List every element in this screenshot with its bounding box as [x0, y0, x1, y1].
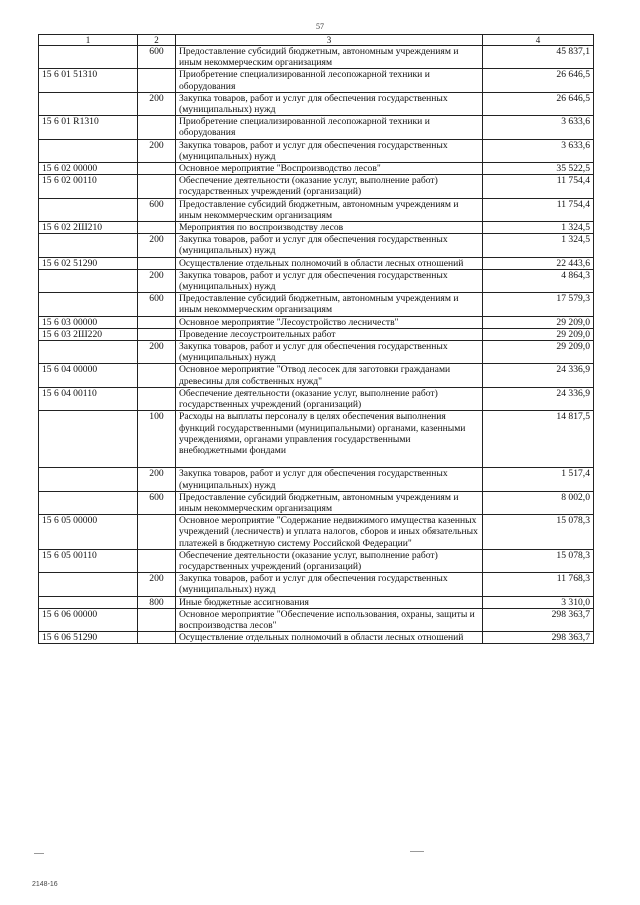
row-name: Осуществление отдельных полномочий в области лесных отношений	[176, 257, 483, 269]
table-body	[39, 46, 594, 644]
row-code: 15 6 05 00110	[39, 549, 138, 572]
row-expense-type: 200	[138, 269, 176, 292]
row-amount: 29 209,0	[483, 341, 594, 364]
row-expense-type	[138, 387, 176, 410]
table-row	[39, 549, 594, 572]
scan-mark	[410, 851, 424, 852]
column-number-2: 2	[138, 35, 176, 46]
row-amount: 14 817,5	[483, 411, 594, 468]
row-name: Закупка товаров, работ и услуг для обеспечения государственных (муниципальных) нужд	[176, 92, 483, 115]
row-amount: 35 522,5	[483, 163, 594, 175]
row-amount: 1 324,5	[483, 234, 594, 257]
row-amount: 1 324,5	[483, 222, 594, 234]
row-name: Приобретение специализированной лесопожарной техники и оборудования	[176, 116, 483, 139]
row-name: Мероприятия по воспроизводству лесов	[176, 222, 483, 234]
row-expense-type	[138, 222, 176, 234]
row-amount: 3 310,0	[483, 596, 594, 608]
column-number-1: 1	[39, 35, 138, 46]
row-expense-type: 200	[138, 341, 176, 364]
row-name: Основное мероприятие "Содержание недвижимого имущества казенных учреждений (лесничеств) и уплата налогов, сборов и иных обязательных платежей в бюджетную систему Российской Федерации"	[176, 515, 483, 550]
scan-mark	[34, 853, 44, 854]
page-number: 57	[316, 22, 324, 31]
table-row	[39, 163, 594, 175]
row-name: Закупка товаров, работ и услуг для обеспечения государственных (муниципальных) нужд	[176, 573, 483, 596]
row-code	[39, 46, 138, 69]
row-code: 15 6 01 R1310	[39, 116, 138, 139]
row-amount: 8 002,0	[483, 491, 594, 514]
table-row	[39, 139, 594, 162]
row-expense-type: 200	[138, 468, 176, 491]
row-name: Закупка товаров, работ и услуг для обеспечения государственных (муниципальных) нужд	[176, 468, 483, 491]
table-row	[39, 46, 594, 69]
row-code: 15 6 05 00000	[39, 515, 138, 550]
row-expense-type: 600	[138, 491, 176, 514]
row-expense-type: 600	[138, 46, 176, 69]
table-row	[39, 328, 594, 340]
row-expense-type	[138, 328, 176, 340]
row-amount: 3 633,6	[483, 139, 594, 162]
row-amount: 29 209,0	[483, 328, 594, 340]
table-row	[39, 116, 594, 139]
row-name: Обеспечение деятельности (оказание услуг, выполнение работ) государственных учреждений (организаций)	[176, 175, 483, 198]
row-amount: 22 443,6	[483, 257, 594, 269]
column-number-4: 4	[483, 35, 594, 46]
table-row	[39, 257, 594, 269]
table-row	[39, 222, 594, 234]
table-row	[39, 69, 594, 92]
row-name: Закупка товаров, работ и услуг для обеспечения государственных (муниципальных) нужд	[176, 269, 483, 292]
row-code	[39, 198, 138, 221]
row-code	[39, 468, 138, 491]
column-number-3: 3	[176, 35, 483, 46]
row-amount: 45 837,1	[483, 46, 594, 69]
row-amount: 15 078,3	[483, 549, 594, 572]
row-amount: 298 363,7	[483, 608, 594, 631]
row-expense-type: 200	[138, 139, 176, 162]
row-code	[39, 234, 138, 257]
row-expense-type: 600	[138, 293, 176, 316]
row-amount: 15 078,3	[483, 515, 594, 550]
table-row	[39, 341, 594, 364]
row-amount: 11 754,4	[483, 198, 594, 221]
row-name: Основное мероприятие "Отвод лесосек для заготовки гражданами древесины для собственных нужд"	[176, 364, 483, 387]
row-code: 15 6 06 00000	[39, 608, 138, 631]
row-name: Закупка товаров, работ и услуг для обеспечения государственных (муниципальных) нужд	[176, 341, 483, 364]
row-code	[39, 139, 138, 162]
row-code: 15 6 03 00000	[39, 316, 138, 328]
row-code: 15 6 02 51290	[39, 257, 138, 269]
row-amount: 3 633,6	[483, 116, 594, 139]
column-number-row	[39, 35, 594, 46]
row-expense-type: 800	[138, 596, 176, 608]
row-amount: 17 579,3	[483, 293, 594, 316]
row-code: 15 6 01 51310	[39, 69, 138, 92]
table-row	[39, 269, 594, 292]
row-name: Обеспечение деятельности (оказание услуг, выполнение работ) государственных учреждений (организаций)	[176, 387, 483, 410]
row-amount: 298 363,7	[483, 632, 594, 644]
row-expense-type	[138, 549, 176, 572]
row-name: Закупка товаров, работ и услуг для обеспечения государственных (муниципальных) нужд	[176, 139, 483, 162]
table-row	[39, 491, 594, 514]
table-row	[39, 293, 594, 316]
row-expense-type	[138, 364, 176, 387]
row-name: Предоставление субсидий бюджетным, автономным учреждениям и иным некоммерческим организациям	[176, 491, 483, 514]
row-expense-type: 600	[138, 198, 176, 221]
table-row	[39, 632, 594, 644]
row-name: Осуществление отдельных полномочий в области лесных отношений	[176, 632, 483, 644]
table-row	[39, 198, 594, 221]
row-name: Предоставление субсидий бюджетным, автономным учреждениям и иным некоммерческим организациям	[176, 198, 483, 221]
row-code	[39, 92, 138, 115]
row-code	[39, 411, 138, 468]
row-code: 15 6 02 00110	[39, 175, 138, 198]
row-code	[39, 573, 138, 596]
row-name: Предоставление субсидий бюджетным, автономным учреждениям и иным некоммерческим организациям	[176, 293, 483, 316]
row-name: Проведение лесоустроительных работ	[176, 328, 483, 340]
row-code: 15 6 02 2Ш210	[39, 222, 138, 234]
table-row	[39, 468, 594, 491]
row-expense-type: 200	[138, 234, 176, 257]
table-row	[39, 234, 594, 257]
row-expense-type	[138, 515, 176, 550]
row-name: Обеспечение деятельности (оказание услуг, выполнение работ) государственных учреждений (организаций)	[176, 549, 483, 572]
row-expense-type	[138, 632, 176, 644]
row-amount: 29 209,0	[483, 316, 594, 328]
row-code: 15 6 06 51290	[39, 632, 138, 644]
row-expense-type	[138, 175, 176, 198]
row-name: Основное мероприятие "Воспроизводство лесов"	[176, 163, 483, 175]
table-row	[39, 92, 594, 115]
row-expense-type: 100	[138, 411, 176, 468]
row-expense-type: 200	[138, 573, 176, 596]
row-code	[39, 491, 138, 514]
row-amount: 1 517,4	[483, 468, 594, 491]
table-row	[39, 573, 594, 596]
table-row	[39, 411, 594, 468]
row-amount: 4 864,3	[483, 269, 594, 292]
row-amount: 11 768,3	[483, 573, 594, 596]
table-row	[39, 596, 594, 608]
row-amount: 11 754,4	[483, 175, 594, 198]
row-amount: 24 336,9	[483, 364, 594, 387]
row-code	[39, 341, 138, 364]
row-code: 15 6 04 00110	[39, 387, 138, 410]
row-code: 15 6 04 00000	[39, 364, 138, 387]
row-code	[39, 293, 138, 316]
table-row	[39, 364, 594, 387]
row-expense-type	[138, 257, 176, 269]
row-name: Расходы на выплаты персоналу в целях обеспечения выполнения функций государственными (муниципальными) органами, казенными учреждениями, органами управления государственными внебюджетными фондами	[176, 411, 483, 468]
row-amount: 24 336,9	[483, 387, 594, 410]
row-expense-type	[138, 69, 176, 92]
row-name: Иные бюджетные ассигнования	[176, 596, 483, 608]
row-expense-type	[138, 316, 176, 328]
budget-table	[38, 34, 594, 644]
row-expense-type	[138, 163, 176, 175]
row-code	[39, 269, 138, 292]
table-row	[39, 608, 594, 631]
row-name: Предоставление субсидий бюджетным, автономным учреждениям и иным некоммерческим организациям	[176, 46, 483, 69]
row-expense-type	[138, 608, 176, 631]
row-name: Приобретение специализированной лесопожарной техники и оборудования	[176, 69, 483, 92]
row-code: 15 6 02 00000	[39, 163, 138, 175]
row-name: Основное мероприятие "Лесоустройство лесничеств"	[176, 316, 483, 328]
row-expense-type: 200	[138, 92, 176, 115]
row-name: Закупка товаров, работ и услуг для обеспечения государственных (муниципальных) нужд	[176, 234, 483, 257]
row-amount: 26 646,5	[483, 69, 594, 92]
row-expense-type	[138, 116, 176, 139]
table-row	[39, 515, 594, 550]
row-code: 15 6 03 2Ш220	[39, 328, 138, 340]
table-row	[39, 175, 594, 198]
row-name: Основное мероприятие "Обеспечение использования, охраны, защиты и воспроизводства лесов"	[176, 608, 483, 631]
table-row	[39, 316, 594, 328]
document-id: 2148-16	[32, 881, 58, 888]
table-row	[39, 387, 594, 410]
row-amount: 26 646,5	[483, 92, 594, 115]
row-code	[39, 596, 138, 608]
